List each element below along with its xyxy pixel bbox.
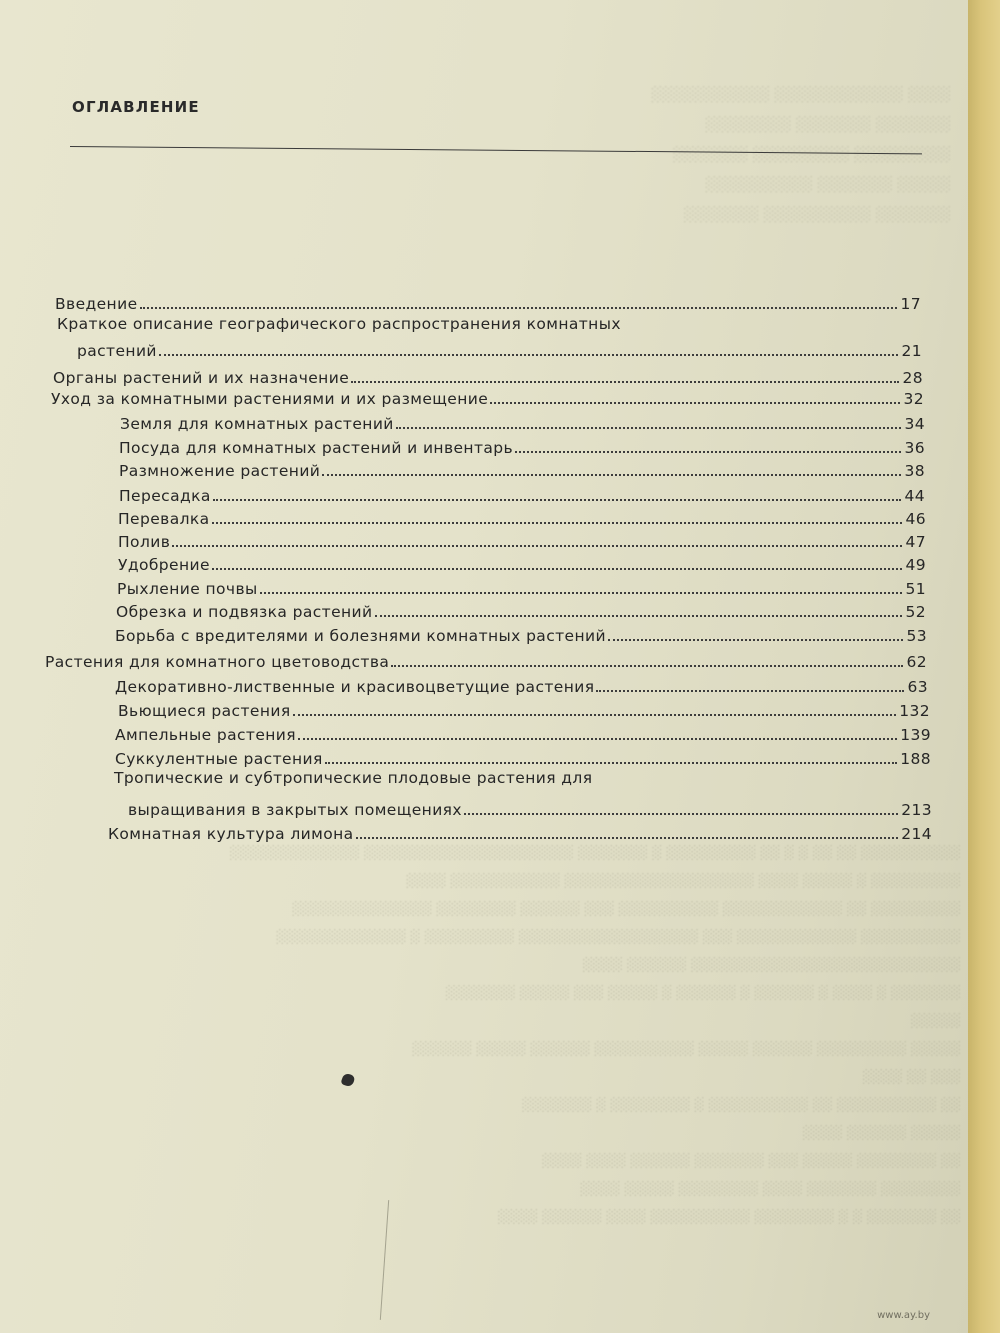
toc-entry-title: Органы растений и их назначение: [53, 368, 350, 387]
toc-entry[interactable]: [119, 455, 925, 479]
toc-entry[interactable]: [118, 503, 926, 527]
toc-entry-title: выращивания в закрытых помещениях: [128, 800, 462, 819]
toc-entry[interactable]: [117, 573, 926, 597]
toc-entry-title: Уход за комнатными растениями и их размещение: [51, 389, 489, 408]
leader-dots: [325, 762, 898, 764]
leader-dots: [515, 451, 901, 453]
leader-dots: [396, 427, 902, 429]
toc-entry-page: 49: [905, 555, 926, 574]
leader-dots: [212, 568, 903, 570]
toc-entry-page: 21: [901, 341, 922, 360]
toc-entry-page: 38: [904, 461, 925, 480]
toc-entry-title: Обрезка и подвязка растений: [116, 602, 373, 621]
toc-entry[interactable]: [118, 549, 926, 573]
toc-entry-page: 34: [904, 414, 925, 433]
leader-dots: [293, 714, 897, 716]
leader-dots: [322, 474, 901, 476]
toc-entry[interactable]: [118, 526, 926, 550]
toc-entry-title: Удобрение: [118, 555, 210, 574]
leader-dots: [375, 615, 903, 617]
toc-entry[interactable]: [119, 432, 925, 456]
bleed-through-text-top: ░░░░ ░░░░░░░░░░░░ ░░░░░░░░░░░ ░░░░░░░ ░░░░░░░ ░░░░░░░░ ░░░░░░░░░ ░░░░░░░░░ ░░░░░░░ ░░░░░ ░░░░░░░ ░░░░░░░░░░ ░░░░░░░ ░░░░░░░░░░ ░░░░░░░: [650, 87, 950, 223]
toc-entry[interactable]: [128, 794, 932, 818]
toc-entry-title: Земля для комнатных растений: [120, 414, 394, 433]
leader-dots: [464, 813, 898, 815]
leader-dots: [213, 499, 902, 501]
toc-entry[interactable]: [120, 408, 925, 432]
toc-entry-page: 52: [905, 602, 926, 621]
toc-entry[interactable]: [55, 288, 921, 312]
toc-entry-title: Введение: [55, 294, 138, 313]
toc-entry[interactable]: [77, 335, 922, 359]
toc-entry-title: Рыхление почвы: [117, 579, 258, 598]
book-edge: [968, 0, 1000, 1333]
leader-dots: [356, 837, 899, 839]
toc-entry-title: Полив: [118, 532, 171, 551]
toc-entry-page: 28: [902, 368, 923, 387]
toc-entry-page: 44: [904, 486, 925, 505]
toc-entry-page: 36: [904, 438, 925, 457]
site-watermark: www.ay.by: [877, 1310, 930, 1321]
toc-entry-title: Суккулентные растения: [115, 749, 323, 768]
leader-dots: [298, 738, 897, 740]
toc-entry[interactable]: [118, 695, 930, 719]
toc-entry-page: 139: [900, 725, 931, 744]
leader-dots: [260, 592, 903, 594]
toc-entry[interactable]: [115, 671, 928, 695]
toc-entry[interactable]: [115, 620, 927, 644]
toc-entry-title: Посуда для комнатных растений и инвентарь: [119, 438, 514, 457]
toc-heading: ОГЛАВЛЕНИЕ: [72, 98, 200, 116]
toc-entry-page: 32: [903, 389, 924, 408]
toc-entry-title: растений: [77, 341, 157, 360]
toc-entry-title-line1: Краткое описание географического распространения комнатных: [57, 315, 621, 333]
toc-entry-title: Растения для комнатного цветоводства: [45, 652, 390, 671]
toc-entry-title-line1: Тропические и субтропические плодовые растения для: [114, 769, 593, 787]
leader-dots: [172, 545, 902, 547]
leader-dots: [140, 307, 898, 309]
toc-entry[interactable]: [51, 383, 924, 407]
toc-entry-title: Комнатная культура лимона: [108, 824, 354, 843]
leader-dots: [159, 354, 899, 356]
toc-entry-page: 47: [905, 532, 926, 551]
toc-entry-title: Перевалка: [118, 509, 210, 528]
leader-dots: [608, 639, 903, 641]
toc-entry-title: Пересадка: [119, 486, 211, 505]
toc-entry-title: Ампельные растения: [115, 725, 296, 744]
leader-dots: [212, 522, 903, 524]
toc-entry[interactable]: [115, 719, 931, 743]
toc-entry-title: Размножение растений: [119, 461, 321, 480]
toc-entry-page: 46: [905, 509, 926, 528]
toc-entry-title: Борьба с вредителями и болезнями комнатных растений: [115, 626, 606, 645]
toc-entry-page: 63: [907, 677, 928, 696]
leader-dots: [596, 690, 904, 692]
leader-dots: [490, 402, 900, 404]
toc-entry-page: 62: [906, 652, 927, 671]
toc-entry[interactable]: [108, 818, 932, 842]
toc-entry-page: 188: [900, 749, 931, 768]
bleed-through-text-bottom: ░░░░░░░░░░ ░░ ░░ ░ ░ ░░ ░░░░░░░░░ ░ ░░░░░░░ ░░░░░░░░░░░░░░░░░░░░░ ░░░░░░░░░░░░░ ░░░░░░░░░ ░ ░░░░░ ░░░░ ░░░░░░░░░░░░░░░░░░░ ░░░░░░░░░░░ ░░░░ ░░░░░░░░░ ░░ ░░░░░░░░░░░░ ░░░░░░░░░░ ░░░ ░░░░░░ ░░░░░░░░ ░░░░░░░░░░░░░░ ░░░░░░░░░░ ░░░░░░░░░░░░ ░░░ ░░░░░░░░░░░░░░░░░░ ░░░░░░░░░ ░ ░░░░░░░░░░░░░ ░░░░░░░░░░░░░░░░░░░░░░░░░░░ ░░░░░░ ░░░░ ░░░░░░░ ░ ░░░░ ░ ░░░░░░ ░ ░░░░░░ ░ ░░░░░ ░░░ ░░░░░ ░░░░░░░ ░░░░░ ░░░░░ ░░░░░░░░░ ░░░░░░ ░░░░░ ░░░░░░░░░░ ░░░░░░ ░░░░░ ░░░░░░ ░░░ ░░ ░░░░ ░░ ░░░░░░░░░░ ░░ ░░░░░░░░░░ ░ ░░░░░░░░ ░ ░░░░░░░ ░░░░░ ░░░░░░ ░░░░ ░░ ░░░░░░░░ ░░░░░ ░░░ ░░░░░░░ ░░░░░░ ░░░░ ░░░░ ░░░░░░░░ ░░░░░░░ ░░░░ ░░░░░░░░ ░░░░░ ░░░░ ░░ ░░░░░░░ ░ ░ ░░░░░░░░ ░░░░░░░░░░ ░░░░ ░░░░░░ ░░░░: [228, 846, 960, 1225]
toc-entry-page: 132: [899, 701, 930, 720]
toc-entry[interactable]: [45, 646, 927, 670]
toc-entry[interactable]: [115, 743, 931, 767]
toc-entry-page: 17: [900, 294, 921, 313]
toc-entry-page: 214: [901, 824, 932, 843]
toc-entry[interactable]: [119, 480, 925, 504]
toc-entry-page: 213: [901, 800, 932, 819]
toc-entry-page: 51: [905, 579, 926, 598]
toc-entry-title: Вьющиеся растения: [118, 701, 291, 720]
toc-entry-page: 53: [906, 626, 927, 645]
toc-entry[interactable]: [116, 596, 926, 620]
leader-dots: [391, 665, 903, 667]
toc-entry-title: Декоративно-лиственные и красивоцветущие растения: [115, 677, 595, 696]
